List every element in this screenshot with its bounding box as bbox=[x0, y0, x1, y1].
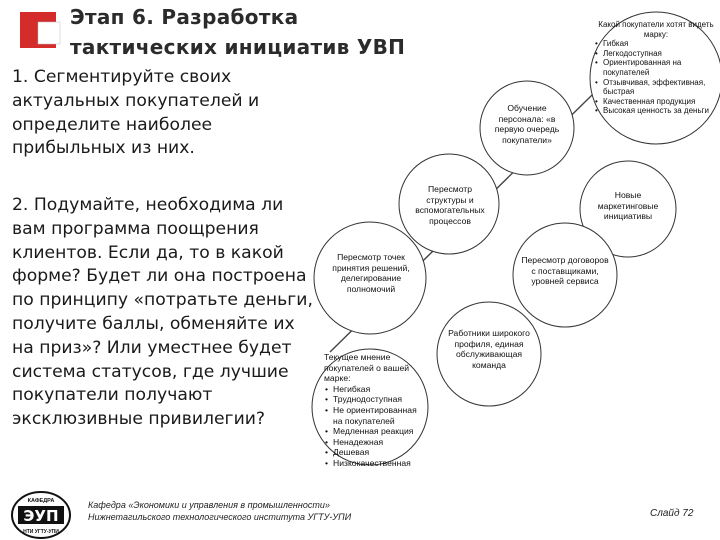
step-item-1: 1. Сегментируйте своих актуальных покупателей и определите наиболее прибыльных из них. bbox=[12, 67, 260, 159]
department-logo bbox=[10, 490, 72, 540]
contracts-text: Пересмотр договоров с поставщиками, уровней сервиса bbox=[521, 255, 609, 287]
marketing-text: Новые маркетинговые инициативы bbox=[597, 190, 659, 222]
current-opinion-list bbox=[324, 384, 422, 469]
target-brand-list bbox=[594, 39, 718, 116]
current-opinion-bullet: • Дешевая bbox=[333, 447, 422, 458]
team-text: Работники широкого профиля, единая обслуживающая команда bbox=[448, 328, 530, 370]
target-brand-bullet: • Отзывчивая, эффективная, быстрая bbox=[603, 78, 718, 97]
step-item-2: 2. Подумайте, необходима ли вам программа поощрения клиентов. Если да, то в какой форме? Будет ли она построена по принципу «потратьте деньги, получите баллы, обменяйте их на приз»? Или уместнее будет система статусов, где лучшие покупатели получают эксклюзивные привилегии? bbox=[12, 195, 313, 430]
current-opinion-text bbox=[324, 352, 422, 469]
target-brand-bullet: • Ориентированная на покупателей bbox=[603, 58, 718, 77]
current-opinion-bullet: • Труднодоступная bbox=[333, 394, 422, 405]
decisions-text: Пересмотр точек принятия решений, делегирование полномочий bbox=[332, 252, 410, 294]
current-opinion-heading: Текущее мнение покупателей о вашей марке: bbox=[324, 352, 410, 384]
target-brand-bullet: • Легкодоступная bbox=[603, 49, 718, 59]
current-opinion-bullet: • Медленная реакция bbox=[333, 426, 422, 437]
target-brand-bullet: • Качественная продукция bbox=[603, 97, 718, 107]
training-text: Обучение персонала: «в первую очередь покупатели» bbox=[494, 103, 560, 145]
title-line-1: Этап 6. Разработка bbox=[70, 5, 299, 29]
current-opinion-bullet: • Низкокачественная bbox=[333, 458, 422, 469]
department-logo-main-text: ЭУП bbox=[23, 507, 59, 525]
department-logo-top-text: КАФЕДРА bbox=[27, 498, 55, 504]
footer-department-text: Кафедра «Экономики и управления в промышленности» Нижнетагильского технологического института УГТУ-УПИ bbox=[88, 500, 352, 522]
target-brand-bullet: • Высокая ценность за деньги bbox=[603, 106, 718, 116]
current-opinion-bullet: • Ненадежная bbox=[333, 437, 422, 448]
title-line-2: тактических инициатив УВП bbox=[70, 35, 406, 59]
slide-number: Слайд 72 bbox=[650, 508, 694, 519]
department-logo-bottom-text: НТИ УГТУ-УПИ bbox=[23, 529, 59, 535]
target-brand-text bbox=[594, 20, 718, 116]
target-brand-bullet: • Гибкая bbox=[603, 39, 718, 49]
structure-text: Пересмотр структуры и вспомогательных процессов bbox=[415, 184, 485, 226]
target-brand-heading: Какой покупатели хотят видеть марку: bbox=[598, 20, 714, 39]
current-opinion-bullet: • Не ориентированная на покупателей bbox=[333, 405, 422, 426]
current-opinion-bullet: • Негибкая bbox=[333, 384, 422, 395]
